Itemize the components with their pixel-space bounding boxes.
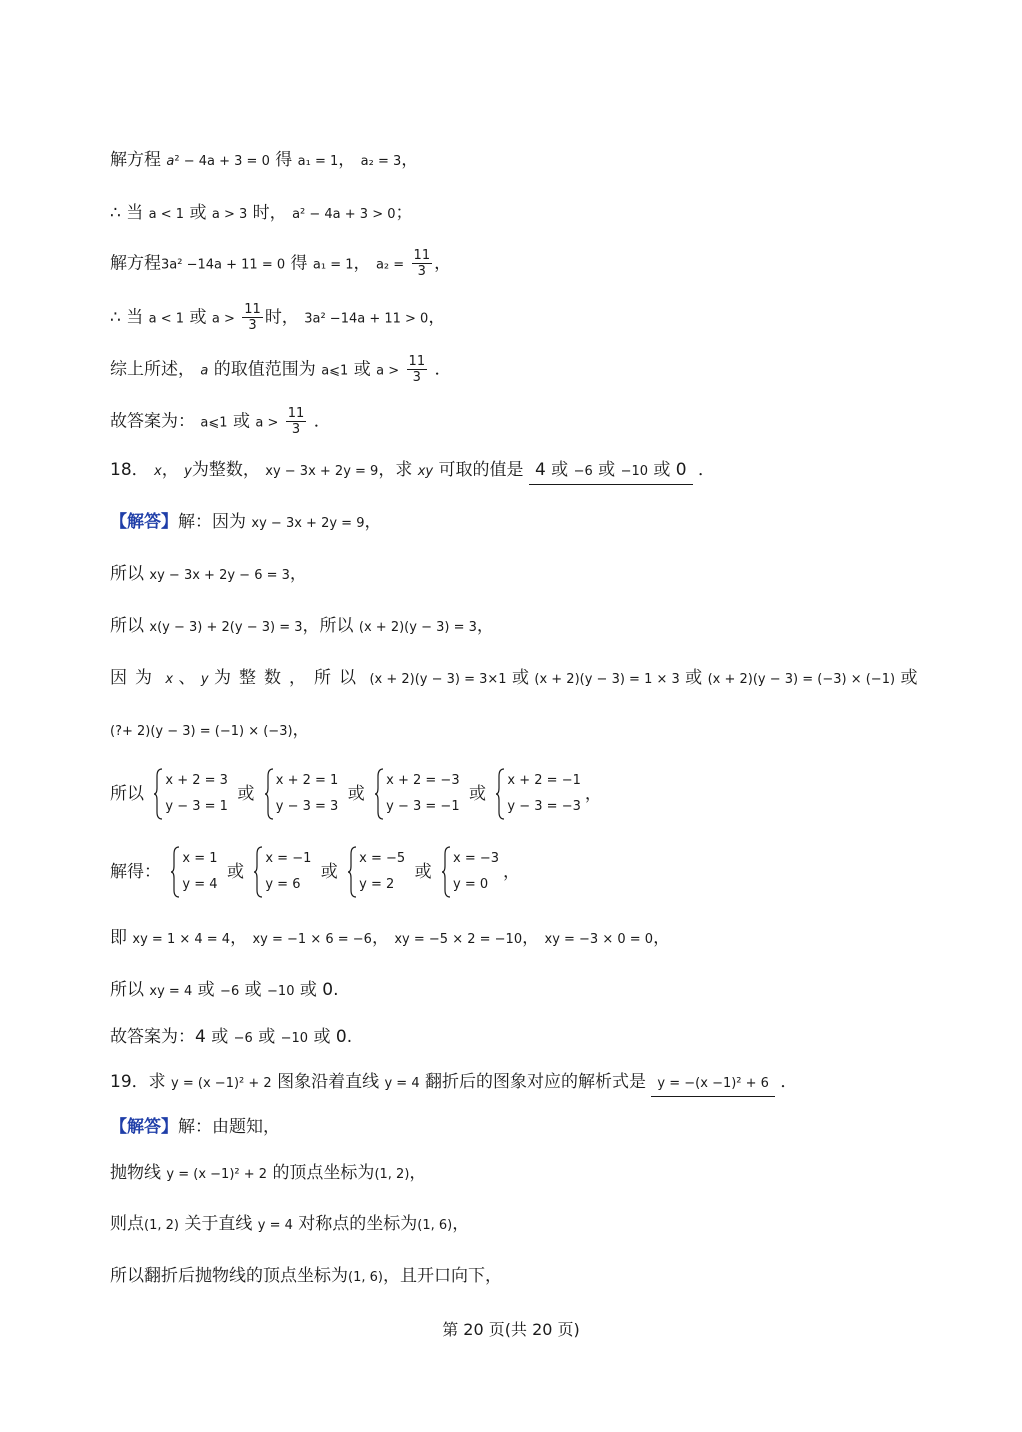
math: −6 [220,984,240,999]
text: 所以 [110,784,144,804]
text: ， [428,307,446,328]
text: ， [653,928,671,948]
math: (x + 2)(y − 3) = 3×1 [369,672,507,687]
equation-system [374,768,459,820]
math: y = 4 [257,1218,293,1233]
math: xy = −3 × 0 = 0 [544,932,654,947]
math: a₁ = 1 [312,257,354,273]
text: 的顶点坐标为 [272,1163,375,1183]
math: (?+ 2)(y − 3) = (−1) × (−3) [110,724,293,739]
text: ，且开口向下， [382,1266,502,1286]
math: xy = −1 × 6 = −6 [252,932,372,947]
question-number: 18． [110,460,149,480]
math: a₂ = [375,257,405,273]
text: 或 [685,668,703,688]
math: xy = 4 [149,984,193,999]
math: 3a² −14a + 11 > 0 [304,311,429,327]
math: −10 [280,1031,309,1046]
text: 或 0. [313,1027,353,1047]
text: 可取的值是 [438,460,524,480]
text: 故答案为：4 或 [110,1027,229,1047]
equation-system [347,846,405,898]
text: 综上所述， [110,359,195,380]
text: ， [161,460,179,480]
numerator: 11 [413,248,431,263]
text: 的取值范围为 [213,359,316,380]
equation: y = 6 [265,877,301,892]
equation: y = 2 [359,877,395,892]
math: x [165,672,174,687]
text: 时， [264,307,299,328]
q19-solution-line-3 [110,1212,469,1238]
text: ， [292,720,310,740]
text: 为整数， [191,460,260,480]
text: ． [698,460,716,480]
q19-solution-line-2 [110,1161,426,1187]
q18-solution-results [110,846,520,898]
brace-icon [170,846,180,898]
text: 解得： [110,862,161,882]
math: a₂ = 3 [360,154,402,169]
math: x [154,464,162,479]
math: a > 3 [211,207,248,222]
text: 或 [353,359,371,380]
text: ∴ 当 [110,307,144,328]
text: 或 [414,862,432,882]
text: 因为 [110,668,160,688]
numerator: 11 [287,406,305,421]
equation: x = −3 [453,851,500,866]
text: 得 [275,150,293,170]
math: xy − 3x + 2y − 6 = 3 [149,568,290,583]
text: ， [289,564,307,584]
text: 或 [511,668,529,688]
text: ∴ 当 [110,203,144,223]
text: ， [371,928,389,948]
question-number: 19．求 [110,1072,166,1092]
text: 或 [469,784,487,804]
answer-blank: y = −(x −1)² + 6 [651,1072,775,1097]
equation: y = 0 [453,877,489,892]
text: ． [313,411,331,432]
text: 或 0. [299,980,339,1000]
text: 、 [178,668,196,688]
text: 或 [320,862,338,882]
math: a² − 4a + 3 > 0 [292,207,396,222]
q18-solution-systems [110,768,602,820]
text: ，求 [378,460,413,480]
text: 图象沿着直线 [277,1072,380,1092]
answer-text: 4 或 [534,460,569,480]
text: 解方程 [110,253,161,274]
solution-line-3 [110,248,451,279]
q18-solution-line-5 [110,718,310,744]
math: a [166,154,175,169]
text: ，所以 [302,616,354,636]
text: 或 [197,980,215,1000]
text: ， [503,862,521,882]
text: 或 [189,203,207,223]
text: 解方程 [110,150,161,170]
answer-text: 或 0 [653,460,687,480]
math: −10 [267,984,295,999]
text: ， [434,253,452,274]
solution-line-5 [110,354,452,385]
equation-system [253,846,311,898]
text: 所以 [110,564,144,584]
q18-solution-line-8 [110,926,670,952]
brace-icon [347,846,357,898]
denominator: 3 [412,370,421,385]
solution-line-6 [110,406,331,437]
text: 得 [290,253,308,274]
fraction [286,406,307,437]
equation-system [264,768,339,820]
brace-icon [253,846,263,898]
text: 即 [110,928,127,948]
equation: x = −5 [359,851,406,866]
equation: y − 3 = −3 [507,799,581,814]
math: xy [417,464,434,479]
text: ， [409,1163,427,1183]
text: 所以翻折后抛物线的顶点坐标为 [110,1266,348,1286]
q18-solution-line-4 [110,666,917,692]
math: y [200,672,209,687]
fraction [412,248,433,279]
text: ， [452,1214,470,1234]
math: xy − 3x + 2y = 9 [265,464,379,479]
q19-solution-line-1 [110,1115,280,1139]
math: a < 1 [148,311,185,327]
text: 所以 [110,616,144,636]
equation-system [170,846,217,898]
q18-solution-line-1 [110,510,381,536]
text: ． [434,359,452,380]
equation-system [153,768,228,820]
math: a⩽1 [321,363,349,379]
math: y = 4 [384,1076,420,1091]
denominator: 3 [417,264,426,279]
math: y = (x −1)² + 2 [171,1076,272,1091]
text: ， [338,150,356,170]
brace-icon [264,768,274,820]
brace-icon [495,768,505,820]
brace-icon [374,768,384,820]
numerator: 11 [408,354,426,369]
equation: x + 2 = 3 [165,773,228,788]
text: 时， [252,203,287,223]
math: a⩽1 [200,415,228,431]
math: xy = −5 × 2 = −10 [394,932,523,947]
math: (1, 2) [144,1218,179,1233]
math: 3a² −14a + 11 = 0 [161,257,286,273]
math: −10 [620,464,648,479]
math: y [184,464,192,479]
math: ² − 4a + 3 = 0 [174,154,270,169]
math: a > [211,311,235,327]
math: (1, 2) [374,1167,410,1182]
text: ， [584,784,602,804]
text: ， [230,928,248,948]
math: (1, 6) [417,1218,453,1233]
math: xy − 3x + 2y = 9 [251,516,365,531]
solution-tag: 【解答】 [110,512,178,532]
math: (1, 6) [348,1270,383,1285]
equation: y − 3 = 3 [275,799,339,814]
equation: x = −1 [265,851,312,866]
text: 或 [232,411,250,432]
equation-system [441,846,499,898]
denominator: 3 [248,318,257,333]
text: 所以 [110,980,144,1000]
math: y = (x −1)² + 2 [166,1167,268,1182]
math: a > [376,363,400,379]
text: 或 [189,307,207,328]
math: a > [255,415,279,431]
question-18-stem [110,458,715,485]
fraction [242,302,263,333]
text: 故答案为： [110,411,195,432]
equation: y = 4 [182,877,218,892]
solution-line-2 [110,201,413,227]
text: 或 [244,980,262,1000]
text: ， [476,616,494,636]
text: 解：因为 [178,512,246,532]
text: 抛物线 [110,1163,161,1183]
text: 解：由题知， [178,1117,280,1137]
math: a₁ = 1 [297,154,339,169]
q18-solution-line-3 [110,614,494,640]
question-19-stem [110,1070,797,1097]
fraction [407,354,428,385]
text: ， [522,928,540,948]
solution-tag: 【解答】 [110,1117,178,1137]
equation: x + 2 = −3 [386,773,460,788]
q19-solution-line-4 [110,1264,502,1290]
answer-blank [529,458,693,485]
text: ； [395,203,413,223]
text: ， [401,150,419,170]
text: 或 [900,668,918,688]
denominator: 3 [291,422,301,437]
solution-line-1 [110,148,418,174]
text: 则点 [110,1214,144,1234]
math: (x + 2)(y − 3) = 1 × 3 [534,672,680,687]
math: (x + 2)(y − 3) = (−3) × (−1) [707,672,896,687]
text: 或 [237,784,255,804]
brace-icon [153,768,163,820]
math: x(y − 3) + 2(y − 3) = 3 [149,620,303,635]
text: 或 [258,1027,276,1047]
equation: x + 2 = −1 [507,773,581,788]
math: a [200,363,209,379]
math: xy = 1 × 4 = 4 [132,932,231,947]
solution-line-4 [110,302,445,333]
text: 为整数，所以 [214,668,365,688]
text: 关于直线 [184,1214,253,1234]
equation: y − 3 = −1 [386,799,460,814]
q18-solution-line-9 [110,978,339,1004]
text: 或 [226,862,244,882]
equation: x = 1 [182,851,218,866]
page-footer: 第 20 页(共 20 页) [442,1320,580,1339]
math: a < 1 [148,207,185,222]
text: ， [364,512,382,532]
text: 或 [347,784,365,804]
text: ， [353,253,371,274]
q18-solution-line-2 [110,562,307,588]
q18-final-answer [110,1025,352,1051]
answer-text: 或 [598,460,616,480]
math: (x + 2)(y − 3) = 3 [358,620,477,635]
math: −6 [573,464,593,479]
equation-system [495,768,580,820]
text: 对称点的坐标为 [298,1214,418,1234]
math: −6 [233,1031,253,1046]
numerator: 11 [244,302,261,317]
text: ． [780,1072,798,1092]
equation: x + 2 = 1 [275,773,339,788]
text: 翻折后的图象对应的解析式是 [425,1072,647,1092]
equation: y − 3 = 1 [165,799,228,814]
brace-icon [441,846,451,898]
